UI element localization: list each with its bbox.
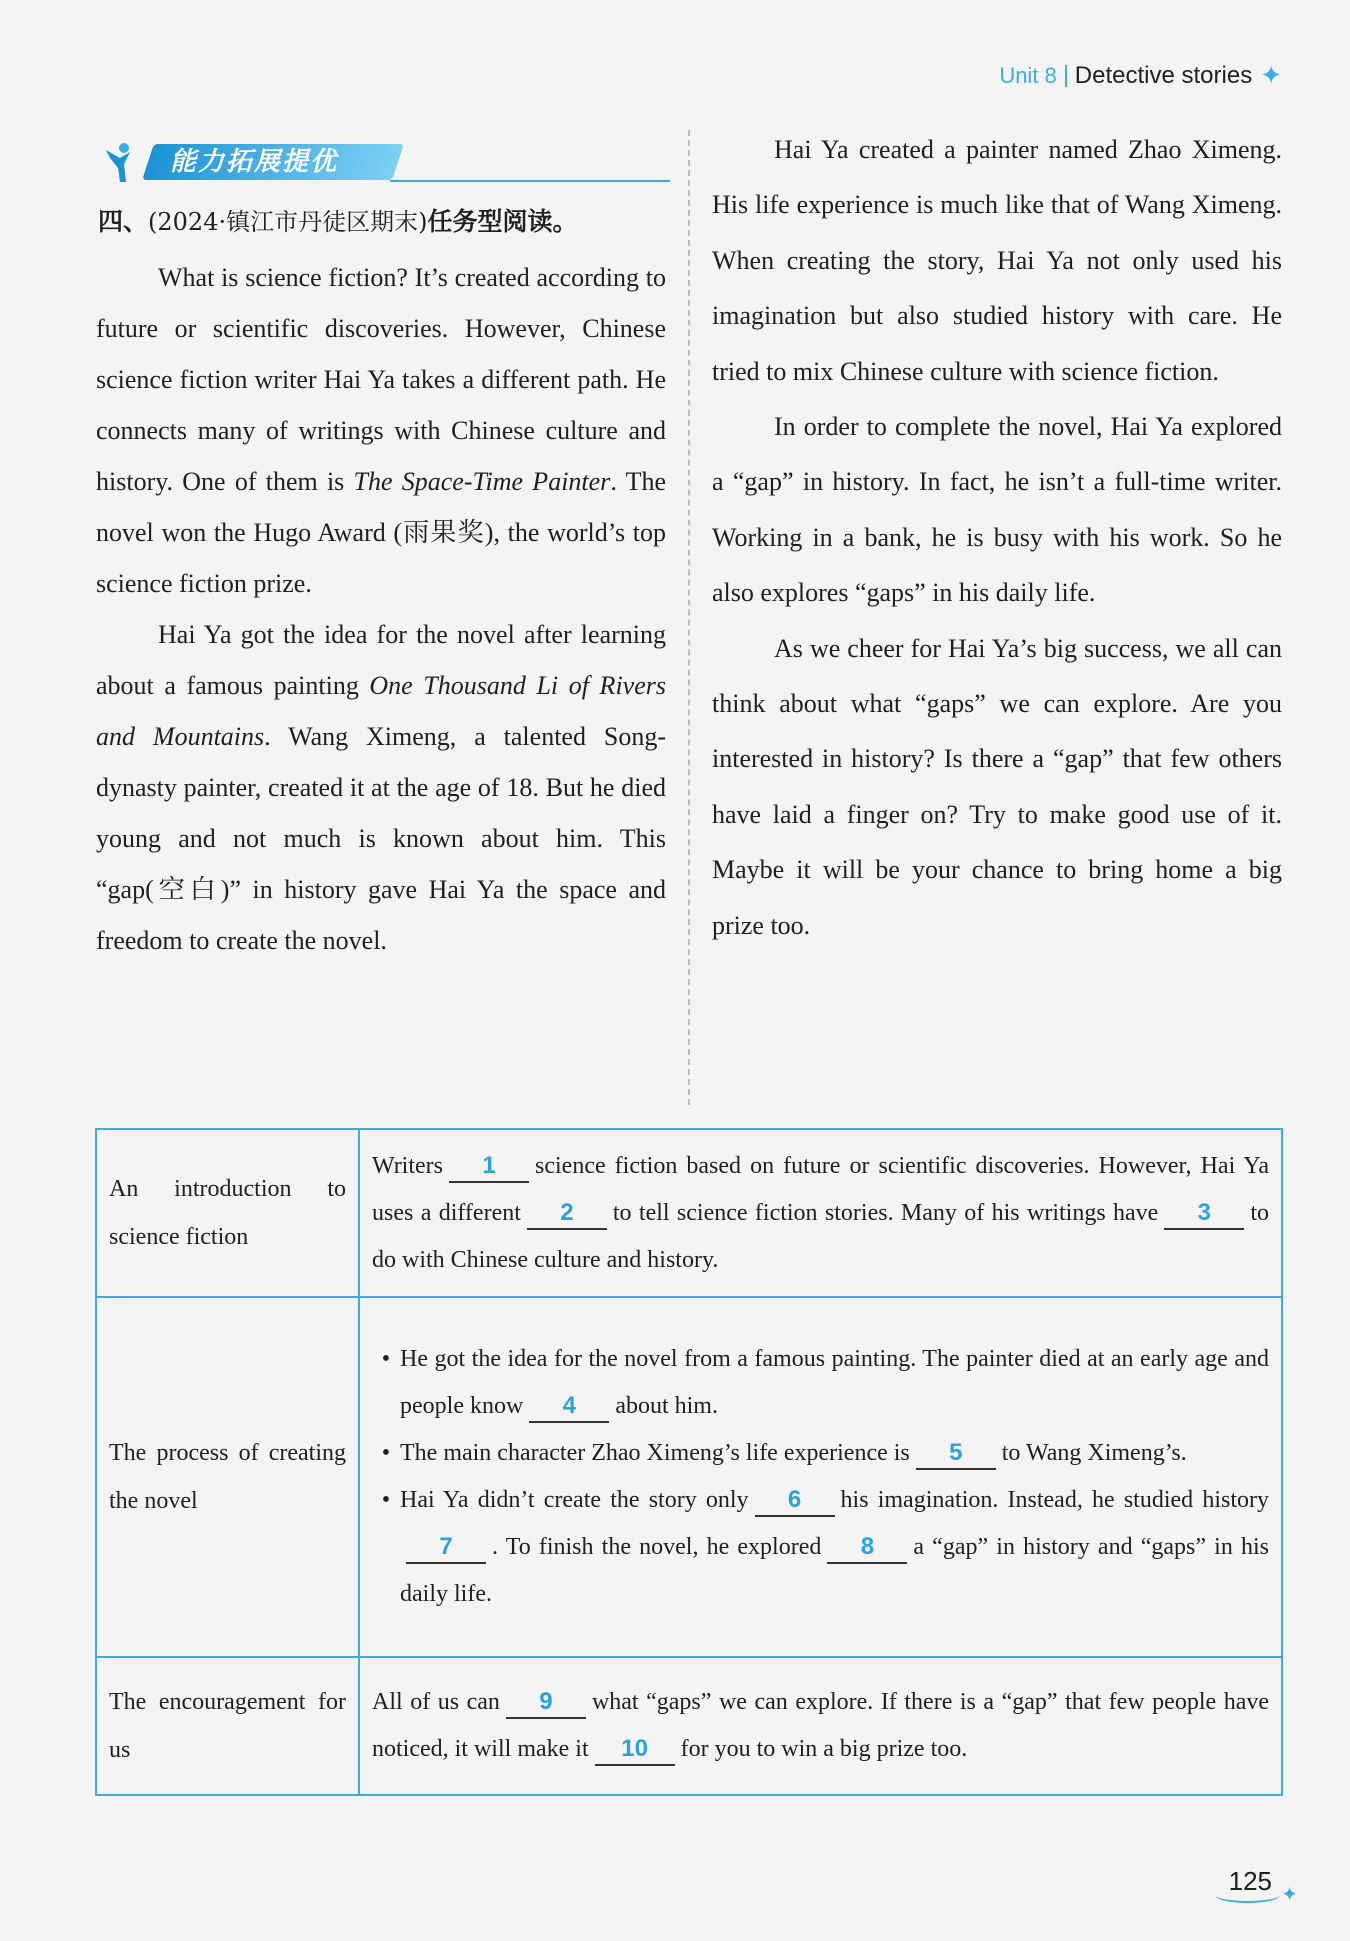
cell-text: about him.: [615, 1393, 718, 1419]
bullet-item: [372, 1336, 1269, 1430]
bullet-item: [372, 1477, 1269, 1618]
unit-title: Detective stories: [1074, 61, 1253, 89]
sparkle-icon: ✦: [1260, 60, 1282, 90]
bullet-text: [400, 1430, 1269, 1477]
runner-icon: [100, 140, 140, 184]
answer-blank[interactable]: 4: [529, 1391, 609, 1423]
row-content: [359, 1129, 1282, 1297]
task-title: [98, 202, 577, 238]
passage-paragraph-4: In order to complete the novel, Hai Ya explored a “gap” in history. In fact, he isn’t a full-time writer. Working in a bank, he is busy with his work. So he also explores “gaps” in his daily life.: [712, 412, 1282, 608]
row-content: [359, 1657, 1282, 1795]
passage-left-column: [96, 252, 666, 966]
answer-blank[interactable]: 2: [527, 1198, 607, 1230]
cell-text: for you to win a big prize too.: [680, 1736, 968, 1762]
section-banner: [100, 140, 670, 184]
cell-text: a “gap” in history and “gaps” in his daily life.: [400, 1534, 1269, 1607]
paragraph-text: . The novel won the Hugo Award (雨果奖), the world’s top science fiction prize.: [96, 467, 667, 598]
bullet-text: [400, 1477, 1269, 1618]
sparkle-icon: ✦: [1281, 1884, 1298, 1906]
banner-rule: [390, 180, 670, 182]
novel-title: The Space-Time Painter: [353, 467, 611, 496]
bullet-dot: •: [381, 1487, 391, 1513]
answer-blank[interactable]: 3: [1164, 1198, 1244, 1230]
task-number: 四、: [98, 207, 149, 236]
cell-text: . To finish the novel, he explored: [492, 1534, 822, 1560]
bullet-dot: •: [381, 1440, 391, 1466]
passage-paragraph-1: [96, 252, 666, 609]
paragraph-text: . Wang Ximeng, a talented Song-dynasty painter, created it at the age of 18. But he died young and not much is known about him. This “gap(空白)” in history gave Hai Ya the space and freedom to create the novel.: [96, 722, 666, 955]
answer-blank[interactable]: 8: [827, 1532, 907, 1564]
row-heading: An introduction to science fiction: [96, 1129, 359, 1297]
answer-blank[interactable]: 6: [755, 1485, 835, 1517]
bullet-dot: •: [381, 1346, 391, 1372]
cell-text: The main character Zhao Ximeng’s life experience is: [400, 1440, 910, 1466]
table-row: [96, 1657, 1282, 1795]
passage-paragraph-2: [96, 609, 666, 966]
row-heading: The process of creating the novel: [96, 1297, 359, 1657]
bullet-item: [372, 1430, 1269, 1477]
cell-text: science fiction based on future or scientific discoveries. However, Hai Ya uses a different: [372, 1152, 1269, 1226]
cell-text: to Wang Ximeng’s.: [1001, 1440, 1187, 1466]
banner-label: 能力拓展提优: [170, 147, 339, 177]
row-heading: The encouragement for us: [96, 1657, 359, 1795]
cell-text: to do with Chinese culture and history.: [372, 1199, 1269, 1273]
paragraph-text: Hai Ya got the idea for the novel after learning about a famous painting: [96, 620, 666, 700]
task-source: (2024·镇江市丹徒区期末): [148, 208, 428, 236]
column-divider: [688, 130, 690, 1105]
answer-blank[interactable]: 1: [449, 1151, 529, 1183]
table-row: [96, 1297, 1282, 1657]
header-separator: [1065, 65, 1067, 87]
cell-text: to tell science fiction stories. Many of his writings have: [612, 1199, 1159, 1226]
cell-text: his imagination. Instead, he studied history: [840, 1487, 1269, 1513]
passage-right-column: [712, 122, 1282, 953]
page-number-arc: [1215, 1887, 1280, 1903]
answer-blank[interactable]: 10: [595, 1734, 675, 1766]
passage-paragraph-5: As we cheer for Hai Ya’s big success, we all can think about what “gaps” we can explore. Are you interested in history? Is there a “gap” that few others have laid a finger on? Try to make good use of it. Maybe it will be your chance to bring home a big prize too.: [712, 633, 1282, 940]
table-row: [96, 1129, 1282, 1297]
page-number: [1228, 1866, 1298, 1906]
answer-blank[interactable]: 9: [506, 1687, 586, 1719]
unit-label: Unit 8: [999, 62, 1057, 88]
task-type: 任务型阅读。: [427, 207, 578, 236]
passage-paragraph-3: Hai Ya created a painter named Zhao Ximeng. His life experience is much like that of Wang Ximeng. When creating the story, Hai Ya not only used his imagination but also studied history with care. He tried to mix Chinese culture with science fiction.: [712, 135, 1282, 386]
answer-blank[interactable]: 5: [916, 1438, 996, 1470]
answer-blank[interactable]: 7: [406, 1532, 486, 1564]
bullet-text: [400, 1336, 1269, 1430]
running-header: [999, 60, 1282, 91]
cell-text: He got the idea for the novel from a famous painting. The painter died at an early age and people know: [400, 1346, 1269, 1419]
cell-text: what “gaps” we can explore. If there is a “gap” that few people have noticed, it will make it: [372, 1689, 1269, 1762]
painting-title: One Thousand Li of Rivers and Mountains: [96, 671, 666, 751]
paragraph-text: What is science fiction? It’s created according to future or scientific discoveries. However, Chinese science fiction writer Hai Ya takes a different path. He connects many of writings with Chinese culture and history. One of them is: [96, 263, 666, 496]
row-content: [359, 1297, 1282, 1657]
cell-text: All of us can: [372, 1689, 500, 1715]
task-table: [95, 1128, 1283, 1796]
cell-text: Writers: [372, 1152, 444, 1179]
page-number-text: 125: [1228, 1866, 1272, 1896]
cell-text: Hai Ya didn’t create the story only: [400, 1487, 749, 1513]
